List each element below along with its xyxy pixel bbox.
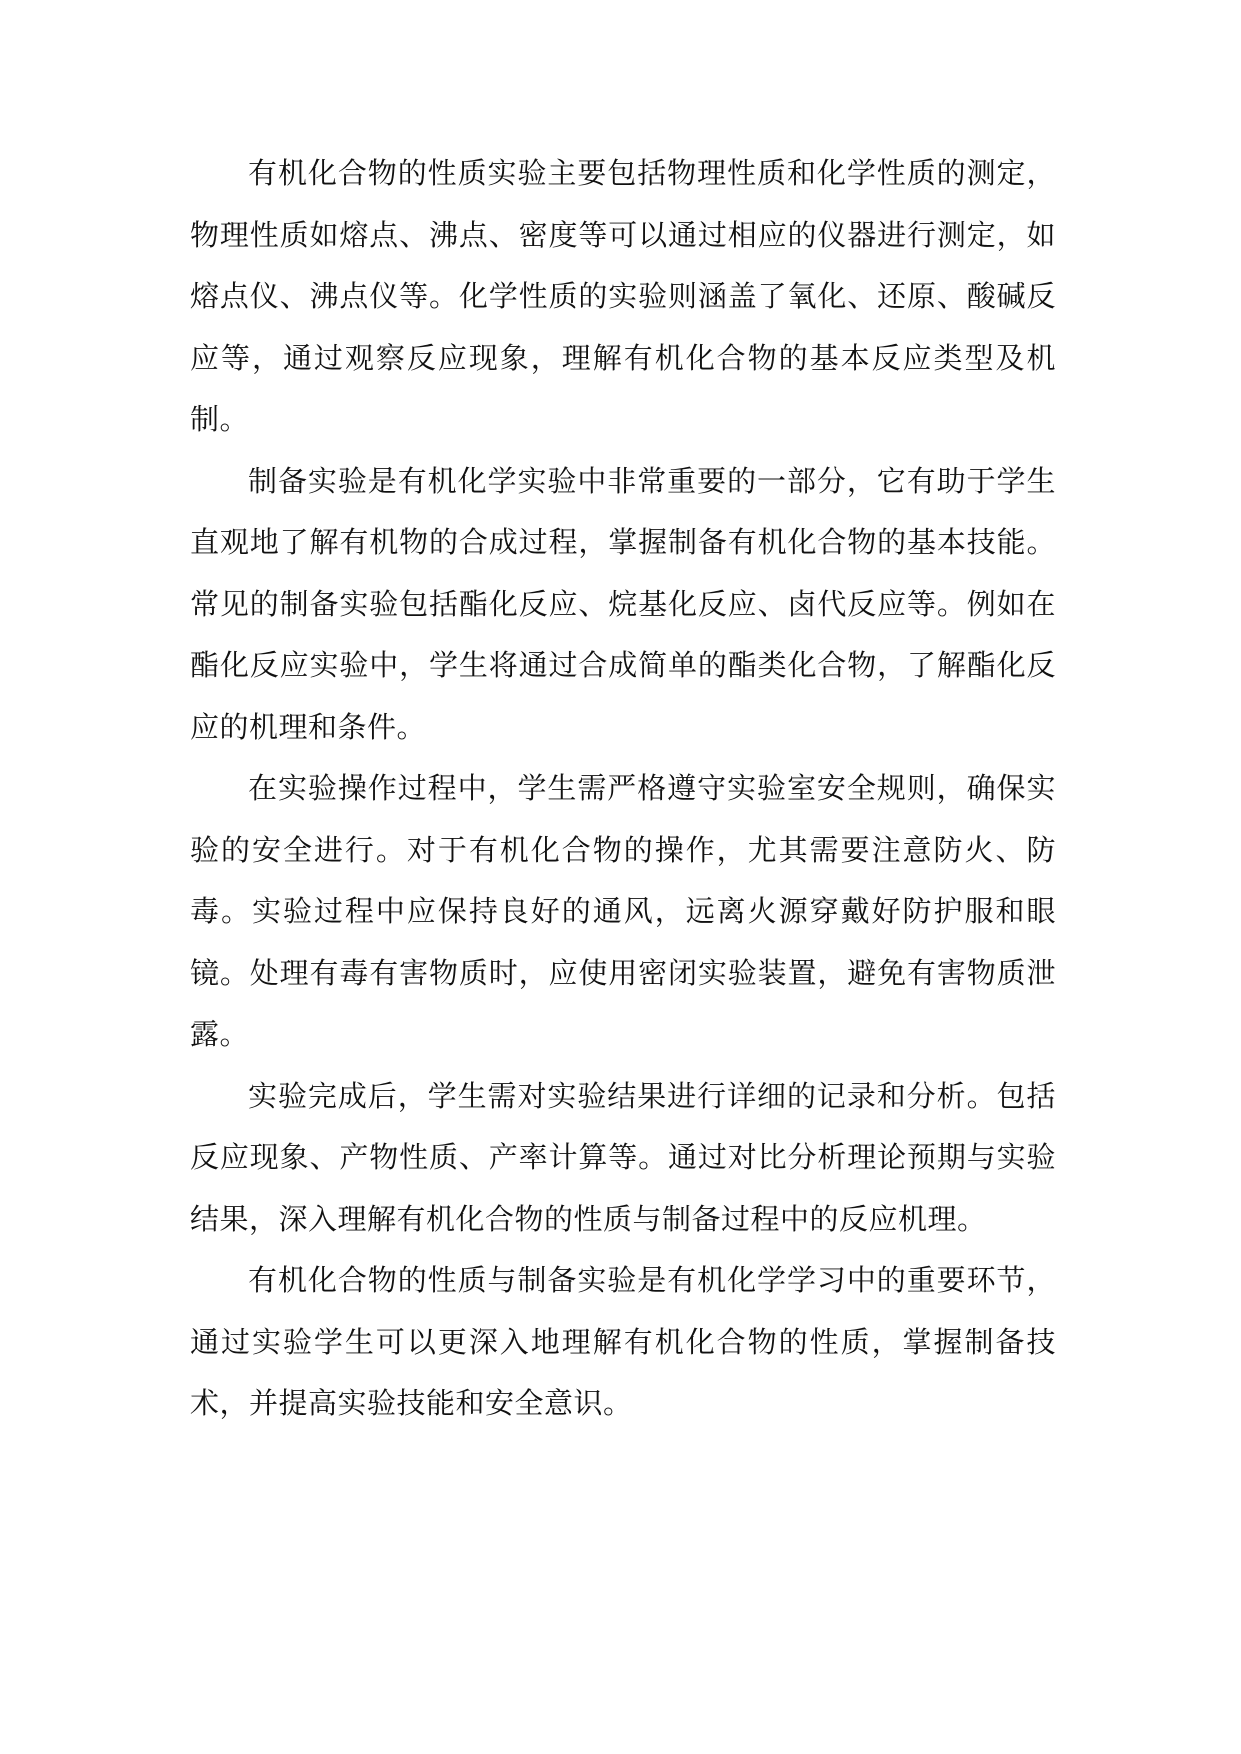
paragraph-preparation-experiment: 制备实验是有机化学实验中非常重要的一部分，它有助于学生直观地了解有机物的合成过程，掌握制备有机化合物的基本技能。常见的制备实验包括酯化反应、烷基化反应、卤代反应等。例如在酯化反应实验中，学生将通过合成简单的酯类化合物，了解酯化反应的机理和条件。 (190, 463, 1056, 744)
paragraph-lab-safety: 在实验操作过程中，学生需严格遵守实验室安全规则，确保实验的安全进行。对于有机化合物的操作，尤其需要注意防火、防毒。实验过程中应保持良好的通风，远离火源穿戴好防护服和眼镜。处理有毒有害物质时，应使用密闭实验装置，避免有害物质泄露。 (190, 771, 1056, 1051)
document-body (190, 143, 1056, 1435)
paragraph-properties-experiment: 有机化合物的性质实验主要包括物理性质和化学性质的测定，物理性质如熔点、沸点、密度等可以通过相应的仪器进行测定，如熔点仪、沸点仪等。化学性质的实验则涵盖了氧化、还原、酸碱反应等，通过观察反应现象，理解有机化合物的基本反应类型及机制。 (190, 156, 1056, 436)
paragraph-result-analysis: 实验完成后，学生需对实验结果进行详细的记录和分析。包括反应现象、产物性质、产率计算等。通过对比分析理论预期与实验结果，深入理解有机化合物的性质与制备过程中的反应机理。 (190, 1078, 1056, 1236)
paragraph-conclusion: 有机化合物的性质与制备实验是有机化学学习中的重要环节，通过实验学生可以更深入地理解有机化合物的性质，掌握制备技术，并提高实验技能和安全意识。 (190, 1263, 1056, 1420)
